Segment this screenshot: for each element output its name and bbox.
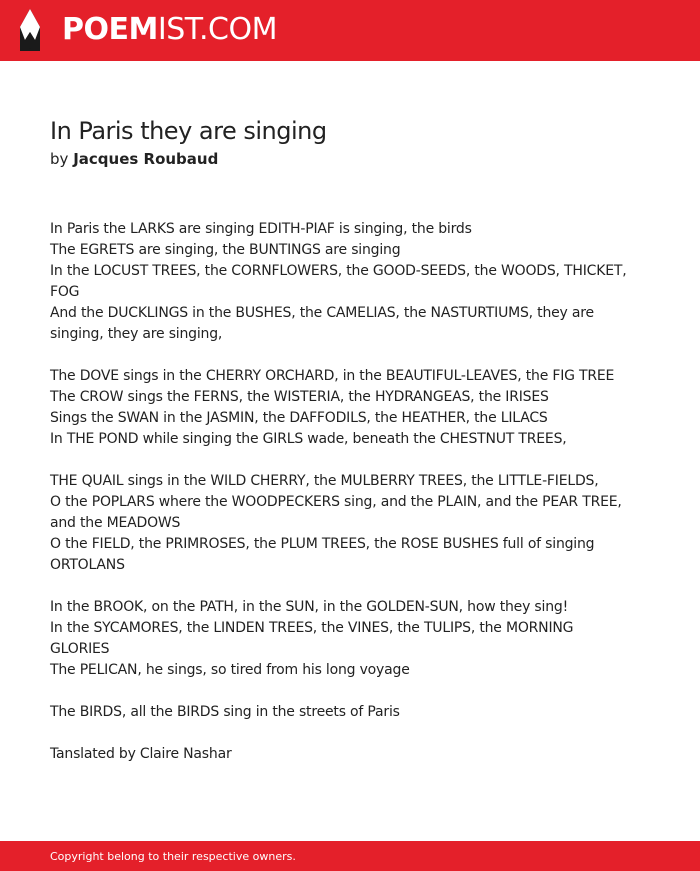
poem-body — [50, 219, 650, 765]
poem-line: In the BROOK, on the PATH, in the SUN, in the GOLDEN-SUN, how they sing! — [50, 599, 568, 615]
poem-line: And the DUCKLINGS in the BUSHES, the CAMELIAS, the NASTURTIUMS, they are — [50, 305, 594, 321]
logo-text-light: IST.COM — [157, 12, 277, 47]
poem-line: O the POPLARS where the WOODPECKERS sing, and the PLAIN, and the PEAR TREE, — [50, 494, 622, 510]
poem-line: GLORIES — [50, 641, 110, 657]
poem-line: In Paris the LARKS are singing EDITH-PIAF is singing, the birds — [50, 221, 472, 237]
site-header — [0, 0, 700, 61]
poem-line: Sings the SWAN in the JASMIN, the DAFFODILS, the HEATHER, the LILACS — [50, 410, 548, 426]
poem-line: THE QUAIL sings in the WILD CHERRY, the MULBERRY TREES, the LITTLE-FIELDS, — [50, 473, 599, 489]
pencil-tip-icon[interactable] — [18, 9, 42, 51]
poem-line: O the FIELD, the PRIMROSES, the PLUM TREES, the ROSE BUSHES full of singing — [50, 536, 595, 552]
site-footer — [0, 841, 700, 871]
poem-line: In the SYCAMORES, the LINDEN TREES, the VINES, the TULIPS, the MORNING — [50, 620, 574, 636]
stanza-3 — [50, 471, 650, 576]
byline-prefix: by — [50, 150, 69, 168]
poem-line: In the LOCUST TREES, the CORNFLOWERS, the GOOD-SEEDS, the WOODS, THICKET, — [50, 263, 627, 279]
poem-line: The EGRETS are singing, the BUNTINGS are singing — [50, 242, 401, 258]
stanza-1 — [50, 219, 650, 345]
poem-line: The CROW sings the FERNS, the WISTERIA, the HYDRANGEAS, the IRISES — [50, 389, 549, 405]
poem-line: The DOVE sings in the CHERRY ORCHARD, in the BEAUTIFUL-LEAVES, the FIG TREE — [50, 368, 615, 384]
copyright-notice: Copyright belong to their respective owners. — [50, 850, 296, 863]
stanza-4 — [50, 597, 650, 681]
poem-line: The PELICAN, he sings, so tired from his long voyage — [50, 662, 410, 678]
poem-line: singing, they are singing, — [50, 326, 223, 342]
poem-line: ORTOLANS — [50, 557, 125, 573]
author-name: Jacques Roubaud — [73, 150, 219, 168]
byline — [50, 149, 218, 169]
poem-line: FOG — [50, 284, 80, 300]
poem-line: The BIRDS, all the BIRDS sing in the streets of Paris — [50, 704, 400, 720]
poem-line: and the MEADOWS — [50, 515, 181, 531]
poem-line: In THE POND while singing the GIRLS wade, beneath the CHESTNUT TREES, — [50, 431, 567, 447]
stanza-2 — [50, 366, 650, 450]
poem-title: In Paris they are singing — [50, 117, 327, 145]
logo-text-strong: POEM — [62, 12, 158, 47]
stanza-5 — [50, 702, 650, 723]
site-logo[interactable] — [62, 11, 277, 49]
translator-credit: Tanslated by Claire Nashar — [50, 746, 232, 762]
